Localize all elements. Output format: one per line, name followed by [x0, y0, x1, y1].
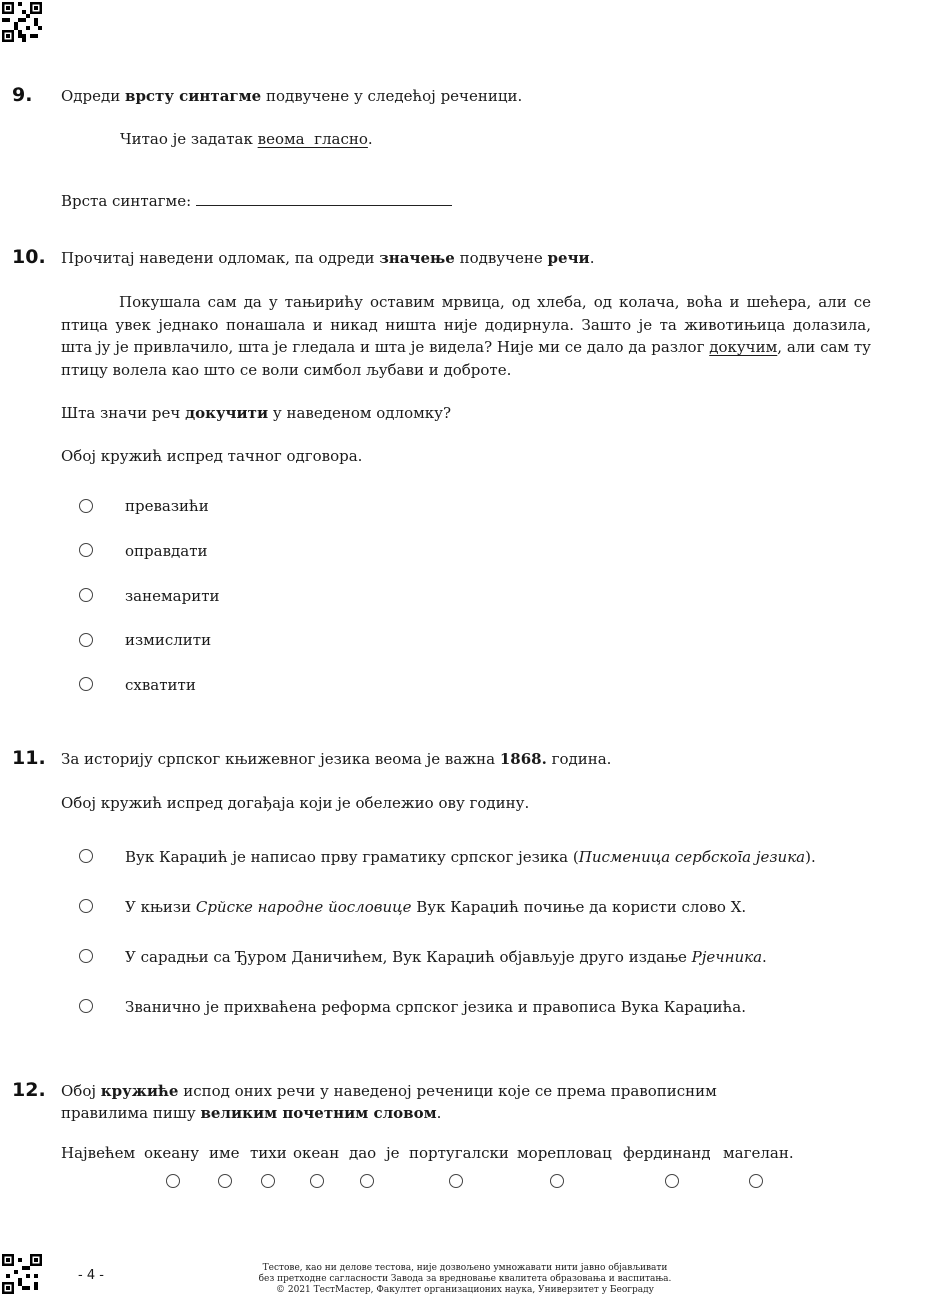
- question-text: Шта значи реч докучити у наведеном одломку?: [61, 404, 452, 422]
- answer-radio[interactable]: [79, 543, 93, 557]
- word-radio[interactable]: [550, 1174, 564, 1188]
- word-radio[interactable]: [665, 1174, 679, 1188]
- answer-radio[interactable]: [79, 849, 93, 863]
- sentence-word: океану: [144, 1144, 200, 1162]
- qr-code-icon: [2, 2, 42, 42]
- answer-radio[interactable]: [79, 999, 93, 1013]
- question-prompt: Прочитај наведени одломак, па одреди значење подвучене речи.: [61, 249, 595, 267]
- answer-option: измислити: [125, 631, 212, 649]
- answer-radio[interactable]: [79, 677, 93, 691]
- sentence-word: тихи: [250, 1144, 287, 1162]
- page-number: - 4 -: [78, 1268, 104, 1283]
- answer-radio[interactable]: [79, 499, 93, 513]
- sentence-word: океан: [293, 1144, 340, 1162]
- answer-radio[interactable]: [79, 633, 93, 647]
- answer-blank[interactable]: [196, 191, 452, 206]
- answer-option: превазићи: [125, 497, 209, 515]
- sentence-word: магелан.: [723, 1144, 794, 1162]
- word-radio[interactable]: [310, 1174, 324, 1188]
- answer-option: оправдати: [125, 542, 208, 560]
- sentence-word: морепловац: [517, 1144, 612, 1162]
- word-radio[interactable]: [749, 1174, 763, 1188]
- question-number: 9.: [12, 84, 33, 106]
- question-prompt: Одреди врсту синтагме подвучене у следећој реченици.: [61, 87, 523, 105]
- answer-radio[interactable]: [79, 899, 93, 913]
- reading-passage: Покушала сам да у тањирићу оставим мрвица, од хлеба, од колача, воћа и шећера, али се птица увек једнако понашала и никад ништа није додирнула. Зашто је та животињица долазила, шта ју је привлачило, шта је гледала и шта је видела? Није ми се дало да разлог докучим, али сам ту птицу волела као што се воли симбол љубави и доброте.: [61, 293, 871, 379]
- word-radio[interactable]: [166, 1174, 180, 1188]
- question-number: 12.: [12, 1079, 46, 1101]
- answer-option: схватити: [125, 676, 196, 694]
- question-number: 11.: [12, 747, 46, 769]
- answer-option: У књизи Срйске народне йословице Вук Караџић почиње да користи слово Х.: [125, 898, 747, 916]
- question-prompt: Обој кружиће испод оних речи у наведеној реченици које се према правописним: [61, 1082, 717, 1100]
- sentence-word: фердинанд: [623, 1144, 711, 1162]
- answer-radio[interactable]: [79, 588, 93, 602]
- answer-option: Вук Караџић је написао прву граматику српског језика (Писменица сербскоīа језика).: [125, 848, 816, 866]
- sentence-word: дао: [349, 1144, 377, 1162]
- sentence-word: Највећем: [61, 1144, 136, 1162]
- sentence-word: португалски: [409, 1144, 509, 1162]
- question-prompt: За историју српског књижевног језика веома је важна 1868. година.: [61, 750, 612, 768]
- word-radio[interactable]: [449, 1174, 463, 1188]
- sentence-word: је: [386, 1144, 400, 1162]
- instruction: Обој кружић испред догађаја који је обележио ову годину.: [61, 794, 530, 812]
- example-sentence: Читао је задатак веома гласно.: [120, 130, 373, 148]
- qr-code-icon: [2, 1254, 42, 1294]
- word-radio[interactable]: [218, 1174, 232, 1188]
- footer-copyright: Тестове, као ни делове тестова, није дозвољено умножавати нити јавно објављивати без претходне сагласности Завода за вредновање квалитета образовања и васпитања. © 2021 ТестМастер, Факултет организационих наука, Универзитет у Београду: [258, 1263, 672, 1295]
- answer-radio[interactable]: [79, 949, 93, 963]
- answer-option: Званично је прихваћена реформа српског језика и правописа Вука Караџића.: [125, 998, 747, 1016]
- answer-option: У сарадњи са Ђуром Даничићем, Вук Караџић објављује друго издање Рјечника.: [125, 948, 767, 966]
- instruction: Обој кружић испред тачног одговора.: [61, 447, 363, 465]
- question-number: 10.: [12, 246, 46, 268]
- answer-option: занемарити: [125, 587, 220, 605]
- answer-line: Врста синтагме:: [61, 190, 452, 212]
- word-radio[interactable]: [261, 1174, 275, 1188]
- word-radio[interactable]: [360, 1174, 374, 1188]
- sentence-word: име: [209, 1144, 240, 1162]
- question-prompt: правилима пишу великим почетним словом.: [61, 1104, 442, 1122]
